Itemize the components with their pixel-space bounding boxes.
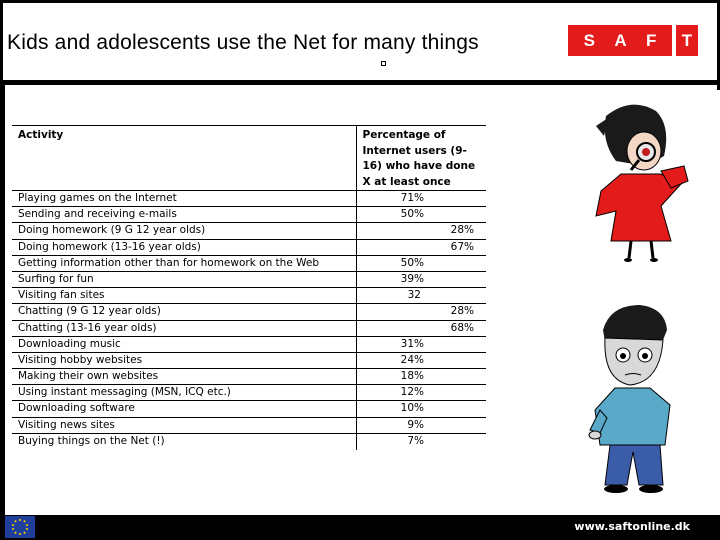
slide-title: Kids and adolescents use the Net for many things xyxy=(7,31,479,54)
table-header-row xyxy=(12,126,486,191)
percentage-value: 10% xyxy=(400,402,424,415)
activity-cell: Chatting (9 G 12 year olds) xyxy=(12,304,356,320)
logo-letter: F xyxy=(645,30,657,50)
percentage-cell xyxy=(356,288,486,304)
activity-table xyxy=(12,125,486,450)
table-row xyxy=(12,207,486,223)
percentage-cell xyxy=(356,223,486,239)
table-row xyxy=(12,239,486,255)
percentage-value: 12% xyxy=(400,386,424,399)
percentage-value: 28% xyxy=(450,305,474,318)
percentage-value: 18% xyxy=(400,370,424,383)
percentage-cell xyxy=(356,369,486,385)
table-row xyxy=(12,320,486,336)
table-row xyxy=(12,336,486,352)
top-border xyxy=(0,0,720,3)
activity-cell: Sending and receiving e-mails xyxy=(12,207,356,223)
percentage-cell xyxy=(356,385,486,401)
activity-cell: Downloading music xyxy=(12,336,356,352)
table-row xyxy=(12,417,486,433)
title-divider xyxy=(0,80,720,85)
girl-character-icon xyxy=(576,96,696,266)
table-row xyxy=(12,401,486,417)
percentage-value: 32 xyxy=(407,289,421,302)
percentage-value: 28% xyxy=(450,224,474,237)
header-percentage-text: Percentage of Internet users (9-16) who have done X at least once xyxy=(362,129,476,188)
activity-cell: Doing homework (9 G 12 year olds) xyxy=(12,223,356,239)
percentage-value: 7% xyxy=(407,434,424,447)
percentage-value: 50% xyxy=(400,256,424,269)
percentage-cell xyxy=(356,320,486,336)
activity-cell: Using instant messaging (MSN, ICQ etc.) xyxy=(12,385,356,401)
saft-logo xyxy=(568,25,698,56)
table-row xyxy=(12,223,486,239)
percentage-value: 31% xyxy=(400,337,424,350)
activity-cell: Visiting news sites xyxy=(12,417,356,433)
activity-cell: Visiting fan sites xyxy=(12,288,356,304)
percentage-cell xyxy=(356,191,486,207)
percentage-value: 71% xyxy=(400,192,424,204)
left-border-title xyxy=(0,0,3,80)
activity-cell: Playing games on the Internet xyxy=(12,191,356,207)
table-row xyxy=(12,271,486,287)
table-row xyxy=(12,191,486,207)
header-activity: Activity xyxy=(12,126,356,191)
logo-letter: T xyxy=(681,30,693,50)
percentage-cell xyxy=(356,255,486,271)
percentage-cell xyxy=(356,417,486,433)
percentage-value: 24% xyxy=(400,353,424,366)
saft-logo-main xyxy=(568,25,672,56)
table-row xyxy=(12,255,486,271)
table-row xyxy=(12,288,486,304)
percentage-cell xyxy=(356,336,486,352)
logo-letter: S xyxy=(583,30,595,50)
activity-cell: Chatting (13-16 year olds) xyxy=(12,320,356,336)
percentage-cell xyxy=(356,271,486,287)
table-row xyxy=(12,352,486,368)
percentage-cell xyxy=(356,239,486,255)
percentage-cell xyxy=(356,304,486,320)
eu-flag-icon xyxy=(5,516,35,538)
saft-logo-t xyxy=(676,25,698,56)
percentage-value: 68% xyxy=(450,321,474,334)
percentage-value: 9% xyxy=(407,418,424,431)
table-row xyxy=(12,369,486,385)
activity-cell: Surfing for fun xyxy=(12,271,356,287)
table-row xyxy=(12,433,486,449)
table-row xyxy=(12,385,486,401)
percentage-cell xyxy=(356,433,486,449)
percentage-value: 39% xyxy=(400,272,424,285)
text-placeholder-marker xyxy=(381,61,386,66)
activity-cell: Downloading software xyxy=(12,401,356,417)
percentage-value: 67% xyxy=(450,240,474,253)
activity-cell: Visiting hobby websites xyxy=(12,352,356,368)
percentage-value: 50% xyxy=(400,208,424,221)
logo-letter: A xyxy=(614,30,627,50)
footer-url-link[interactable]: www.saftonline.dk xyxy=(574,520,690,533)
left-border-body xyxy=(0,85,5,515)
percentage-cell xyxy=(356,207,486,223)
activity-cell: Making their own websites xyxy=(12,369,356,385)
percentage-cell xyxy=(356,352,486,368)
percentage-cell xyxy=(356,401,486,417)
header-percentage xyxy=(356,126,486,191)
activity-cell: Buying things on the Net (!) xyxy=(12,433,356,449)
boy-character-icon xyxy=(585,300,695,495)
table-row xyxy=(12,304,486,320)
activity-cell: Getting information other than for homework on the Web xyxy=(12,255,356,271)
activity-cell: Doing homework (13-16 year olds) xyxy=(12,239,356,255)
